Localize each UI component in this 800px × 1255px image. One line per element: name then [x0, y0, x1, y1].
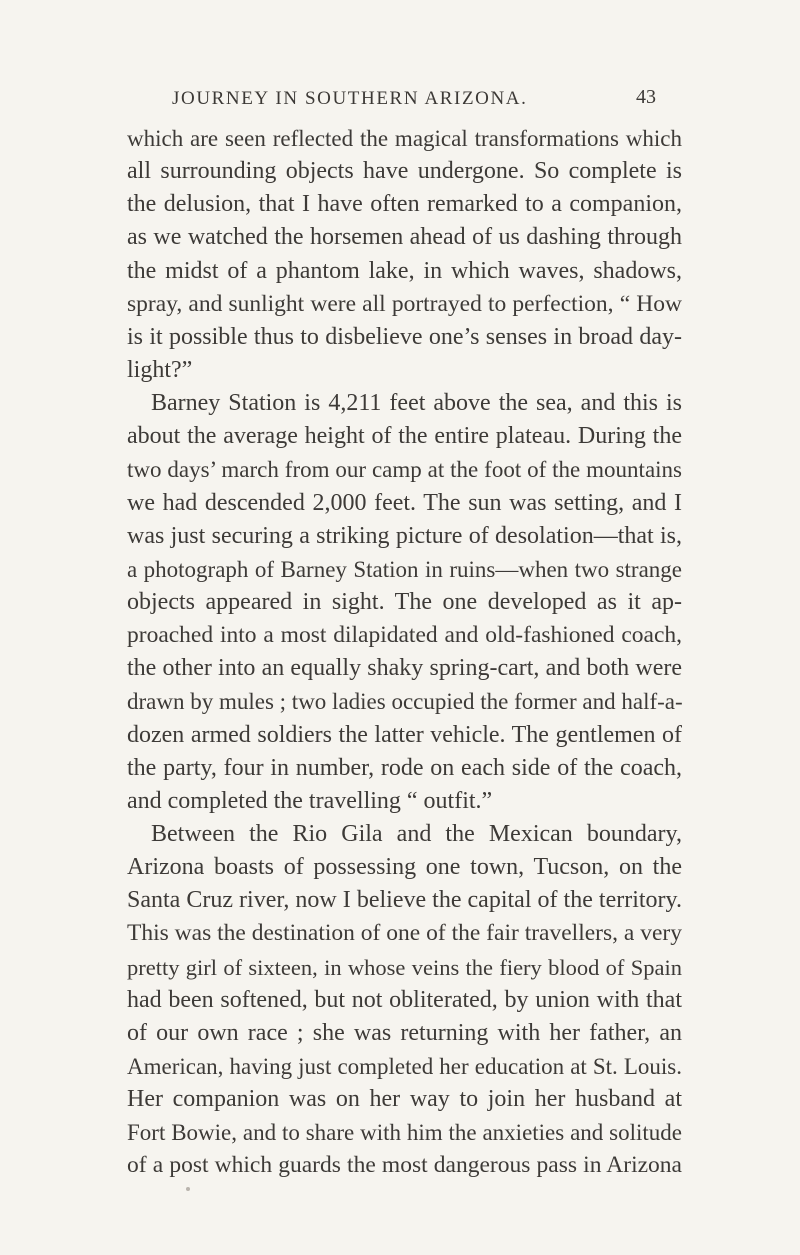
text-line: proached into a most dilapidated and old-fashioned coach, — [127, 622, 682, 649]
page-number: 43 — [636, 86, 656, 108]
text-line: the delusion, that I have often remarked to a companion, — [127, 191, 682, 218]
text-line: American, having just completed her education at St. Louis. — [127, 1053, 682, 1079]
text-line: dozen armed soldiers the latter vehicle. The gentlemen of — [127, 721, 682, 748]
text-line: we had descended 2,000 feet. The sun was setting, and I — [127, 489, 682, 516]
text-line: a photograph of Barney Station in ruins—when two strange — [127, 556, 682, 582]
text-line: Her companion was on her way to join her husband at — [127, 1086, 682, 1113]
text-line: spray, and sunlight were all portrayed to perfection, “ How — [127, 290, 682, 317]
text-line: the midst of a phantom lake, in which waves, shadows, — [127, 257, 682, 284]
text-line: the party, four in number, rode on each side of the coach, — [127, 754, 682, 781]
text-line: which are seen reflected the magical transformations which — [127, 126, 682, 151]
text-line: Santa Cruz river, now I believe the capital of the territory. — [127, 887, 682, 914]
text-line: is it possible thus to disbelieve one’s senses in broad day- — [127, 323, 682, 350]
text-line: Between the Rio Gila and the Mexican boundary, — [151, 820, 682, 847]
text-line: as we watched the horsemen ahead of us dashing through — [127, 224, 682, 251]
text-line: Fort Bowie, and to share with him the anxieties and solitude — [127, 1120, 682, 1146]
text-line: of a post which guards the most dangerous pass in Arizona — [127, 1152, 682, 1179]
text-line: was just securing a striking picture of desolation—that is, — [127, 522, 682, 549]
text-line: about the average height of the entire plateau. During the — [127, 423, 682, 450]
body-text — [127, 122, 682, 1183]
paper-speck — [186, 1187, 190, 1191]
text-line: and completed the travelling “ outfit.” — [127, 787, 493, 814]
running-head: JOURNEY IN SOUTHERN ARIZONA. — [172, 88, 528, 109]
text-line: the other into an equally shaky spring-cart, and both were — [127, 655, 682, 682]
text-line: This was the destination of one of the fair travellers, a very — [127, 920, 682, 947]
text-line: drawn by mules ; two ladies occupied the former and half-a- — [127, 689, 683, 715]
text-line: of our own race ; she was returning with her father, an — [127, 1019, 682, 1046]
text-line: pretty girl of sixteen, in whose veins the fiery blood of Spain — [127, 954, 682, 980]
text-line: light?” — [127, 356, 193, 383]
text-line: Arizona boasts of possessing one town, Tucson, on the — [127, 854, 682, 881]
text-line: two days’ march from our camp at the foot of the mountains — [127, 457, 682, 483]
text-line: objects appeared in sight. The one developed as it ap- — [127, 588, 682, 615]
text-line: had been softened, but not obliterated, by union with that — [127, 986, 682, 1013]
text-line: all surrounding objects have undergone. So complete is — [127, 158, 682, 185]
text-line: Barney Station is 4,211 feet above the sea, and this is — [151, 390, 682, 417]
